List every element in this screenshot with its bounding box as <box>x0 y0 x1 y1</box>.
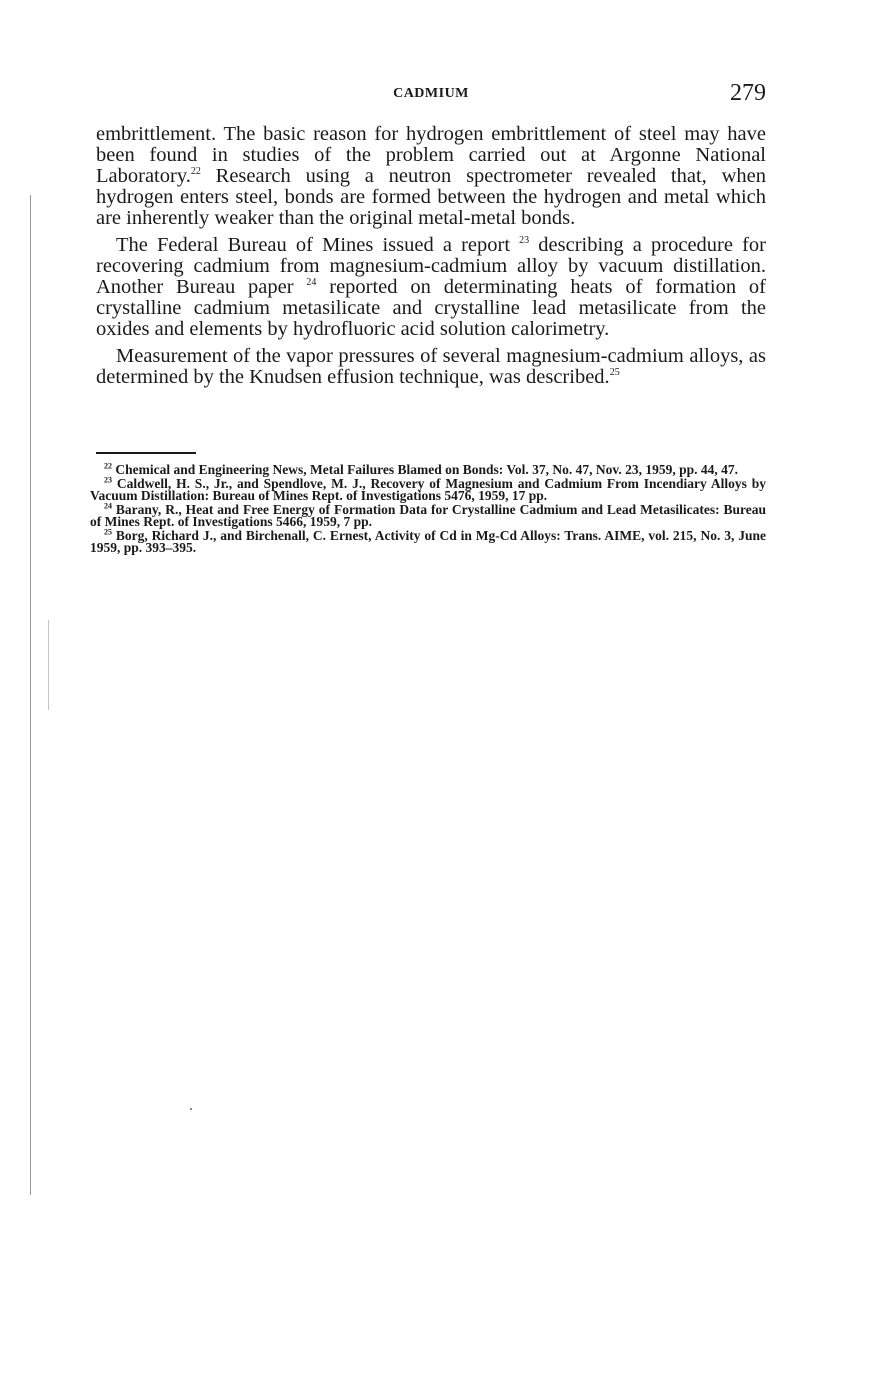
paragraph-1 <box>96 124 766 229</box>
footnote-ref-24: 24 <box>306 277 317 289</box>
footnote-ref-23: 23 <box>519 235 530 247</box>
paragraph-text: Measurement of the vapor pressures of several magnesium-cadmium alloys, as determined by the Knudsen effusion technique, was described. <box>96 345 766 388</box>
footnote-text: Barany, R., Heat and Free Energy of Formation Data for Crystalline Cadmium and Lead Metasilicates: Bureau of Mines Rept. of Investigations 5466, 1959, 7 pp. <box>90 502 766 529</box>
footnote-number: 22 <box>104 461 112 471</box>
binding-edge-mark <box>48 620 49 710</box>
footnote-text: Chemical and Engineering News, Metal Failures Blamed on Bonds: Vol. 37, No. 47, Nov. 23, 1959, pp. 44, 47. <box>115 462 739 477</box>
scan-speck <box>190 1108 192 1110</box>
footnotes <box>90 461 766 556</box>
footnote-24 <box>90 501 766 529</box>
body-text <box>96 124 766 394</box>
binding-edge-line <box>30 195 31 1195</box>
paragraph-text: describing a procedure for recovering cadmium from magnesium-cadmium alloy by vacuum distillation. Another Bureau paper <box>96 234 766 298</box>
footnote-number: 24 <box>104 501 112 511</box>
running-head <box>96 80 766 114</box>
paragraph-3 <box>96 346 766 388</box>
footnote-ref-25: 25 <box>609 367 620 379</box>
paragraph-2 <box>96 235 766 340</box>
footnote-23 <box>90 475 766 503</box>
paragraph-text: embrittlement. The basic reason for hydrogen embrittlement of steel may have been found in studies of the problem carried out at Argonne National Laboratory. <box>96 123 766 187</box>
page-number: 279 <box>730 80 766 106</box>
footnote-number: 25 <box>104 527 112 537</box>
paragraph-text: The Federal Bureau of Mines issued a report <box>116 234 520 256</box>
paragraph-text: reported on determinating heats of formation of crystalline cadmium metasilicate and crystalline lead metasilicate from the oxides and elements by hydrofluoric acid solution calorimetry. <box>96 276 766 340</box>
footnote-ref-22: 22 <box>190 166 201 178</box>
footnote-rule <box>96 452 196 454</box>
paragraph-text: Research using a neutron spectrometer revealed that, when hydrogen enters steel, bonds are formed between the hydrogen and metal which are inherently weaker than the original metal-metal bonds. <box>96 165 766 229</box>
running-title: CADMIUM <box>393 86 469 101</box>
footnote-22 <box>90 461 766 477</box>
footnote-text: Caldwell, H. S., Jr., and Spendlove, M. J., Recovery of Magnesium and Cadmium From Incendiary Alloys by Vacuum Distillation: Bureau of Mines Rept. of Investigations 5476, 1959, 17 pp. <box>90 476 766 503</box>
footnote-number: 23 <box>104 475 112 485</box>
footnote-25 <box>90 527 766 555</box>
footnote-text: Borg, Richard J., and Birchenall, C. Ernest, Activity of Cd in Mg-Cd Alloys: Trans. AIME, vol. 215, No. 3, June 1959, pp. 393–395. <box>90 528 766 555</box>
